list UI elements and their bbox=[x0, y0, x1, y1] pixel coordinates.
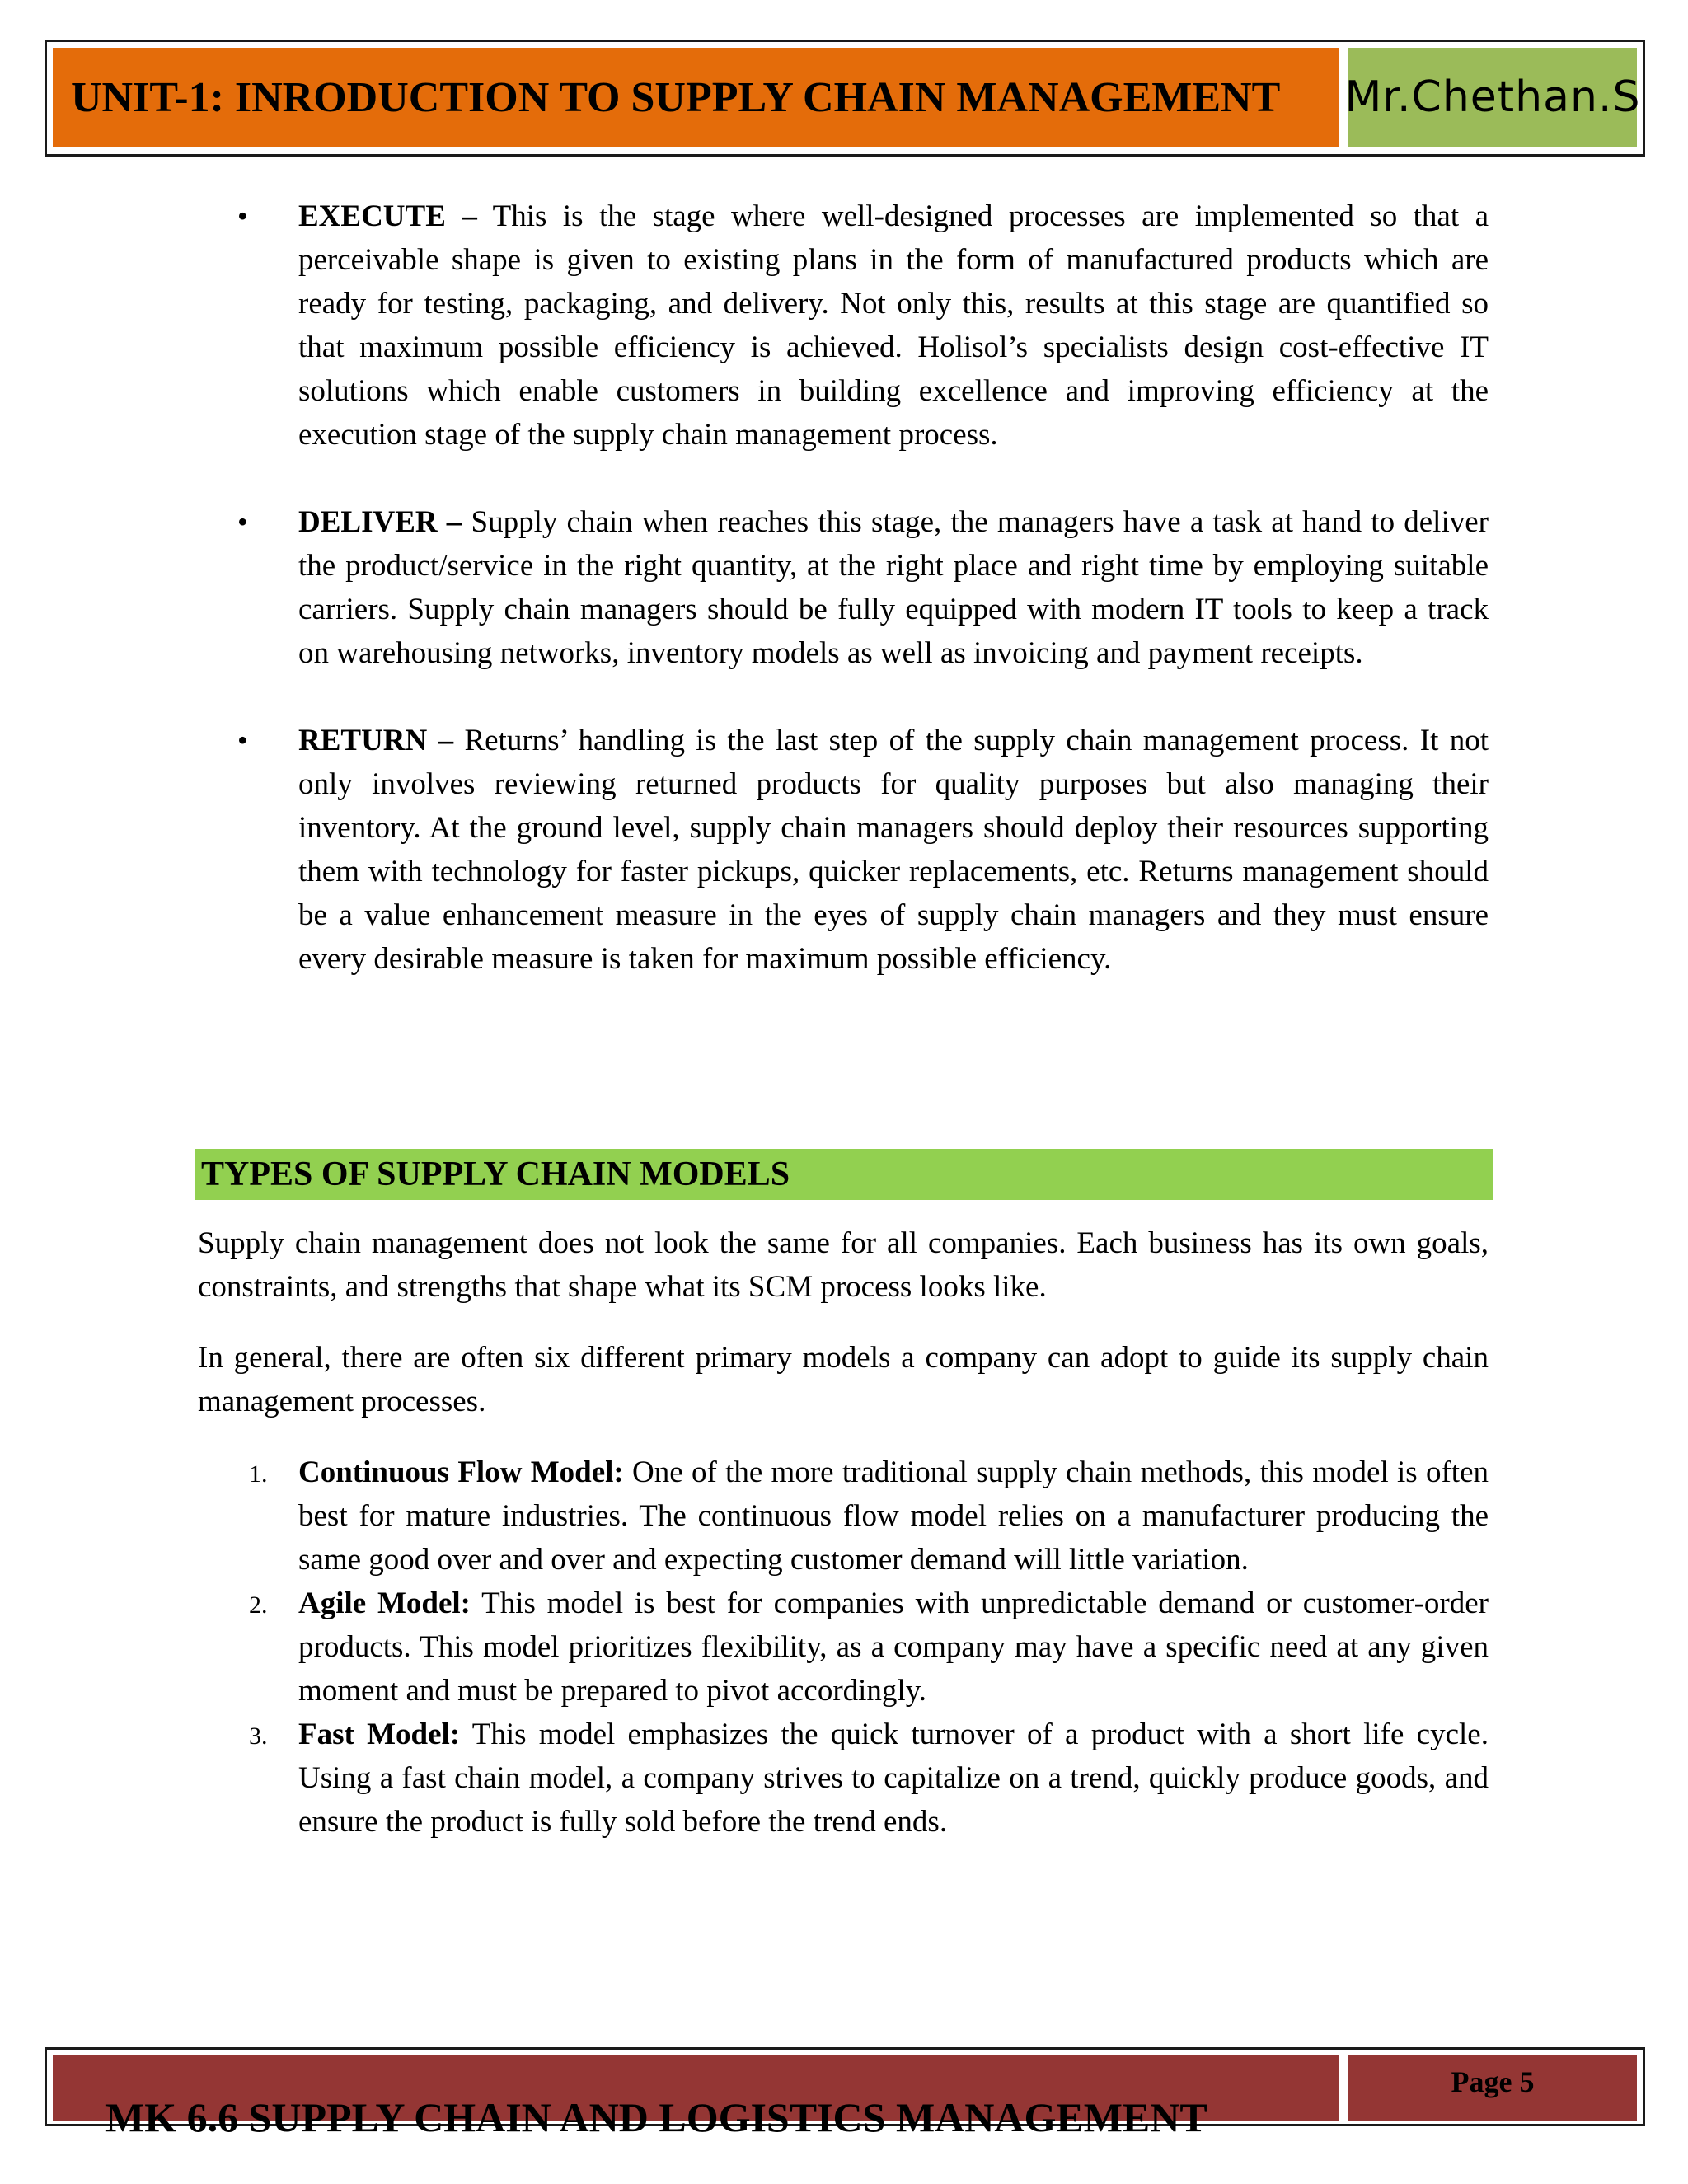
bullet-text: Supply chain when reaches this stage, the managers have a task at hand to deliver the product/service in the right quantity, at the right place and right time by employing suitable carriers. Supply chain managers should be fully equipped with modern IT tools to keep a track on warehousing networks, inventory models as well as invoicing and payment receipts. bbox=[298, 505, 1489, 670]
models-section bbox=[198, 1221, 1489, 1844]
list-number: 2. bbox=[249, 1591, 268, 1619]
model-item-continuous-flow bbox=[198, 1451, 1489, 1582]
list-number: 1. bbox=[249, 1460, 268, 1488]
model-term: Agile Model: bbox=[298, 1586, 471, 1620]
bullet-execute bbox=[198, 194, 1489, 457]
model-term: Fast Model: bbox=[298, 1718, 461, 1751]
author-name: Mr.Chethan.S bbox=[1348, 48, 1637, 147]
model-text: One of the more traditional supply chain methods, this model is often best for mature industries. The continuous flow model relies on a manufacturer producing the same good over and over and expecting customer demand will little variation. bbox=[298, 1455, 1489, 1577]
bullet-term: RETURN – bbox=[298, 724, 454, 757]
bullet-term: EXECUTE – bbox=[298, 199, 477, 233]
bullet-return bbox=[198, 719, 1489, 981]
section-heading: TYPES OF SUPPLY CHAIN MODELS bbox=[195, 1149, 1493, 1200]
bullet-dot: • bbox=[237, 199, 248, 232]
model-term: Continuous Flow Model: bbox=[298, 1455, 624, 1489]
model-item-agile bbox=[198, 1582, 1489, 1713]
model-text: This model is best for companies with unpredictable demand or customer-order products. This model prioritizes flexibility, as a company may have a specific need at any given moment and must be prepared to pivot accordingly. bbox=[298, 1586, 1489, 1708]
bullet-section bbox=[198, 194, 1489, 981]
bullet-text: Returns’ handling is the last step of the supply chain management process. It not only involves reviewing returned products for quality purposes but also managing their inventory. At the ground level, supply chain managers should deploy their resources supporting them with technology for faster pickups, quicker replacements, etc. Returns management should be a value enhancement measure in the eyes of supply chain managers and they must ensure every desirable measure is taken for maximum possible efficiency. bbox=[298, 724, 1489, 976]
course-title bbox=[53, 2055, 1339, 2140]
bullet-dot: • bbox=[237, 505, 248, 538]
page-number-text: Page 5 bbox=[1451, 2065, 1535, 2098]
intro-paragraph-2: In general, there are often six different primary models a company can adopt to guide its supply chain management processes. bbox=[198, 1341, 1489, 1418]
model-item-fast bbox=[198, 1713, 1489, 1844]
course-title-text: MK 6.6 SUPPLY CHAIN AND LOGISTICS MANAGEMENT bbox=[106, 2094, 1207, 2140]
bullet-dot: • bbox=[237, 724, 248, 757]
bullet-text: This is the stage where well-designed processes are implemented so that a perceivable shape is given to existing plans in the form of manufactured products which are ready for testing, packaging, and delivery. Not only this, results at this stage are quantified so that maximum possible efficiency is achieved. Holisol’s specialists design cost-effective IT solutions which enable customers in building excellence and improving efficiency at the execution stage of the supply chain management process. bbox=[298, 199, 1489, 452]
page-number bbox=[1348, 2055, 1637, 2121]
model-text: This model emphasizes the quick turnover of a product with a short life cycle. Using a fast chain model, a company strives to capitalize on a trend, quickly produce goods, and ensure the product is fully sold before the trend ends. bbox=[298, 1718, 1489, 1839]
intro-paragraph-1: Supply chain management does not look the same for all companies. Each business has its own goals, constraints, and strengths that shape what its SCM process looks like. bbox=[198, 1226, 1489, 1304]
list-number: 3. bbox=[249, 1722, 268, 1750]
bullet-term: DELIVER – bbox=[298, 505, 462, 539]
bullet-deliver bbox=[198, 500, 1489, 675]
unit-title: UNIT-1: INRODUCTION TO SUPPLY CHAIN MANAGEMENT bbox=[53, 48, 1339, 147]
